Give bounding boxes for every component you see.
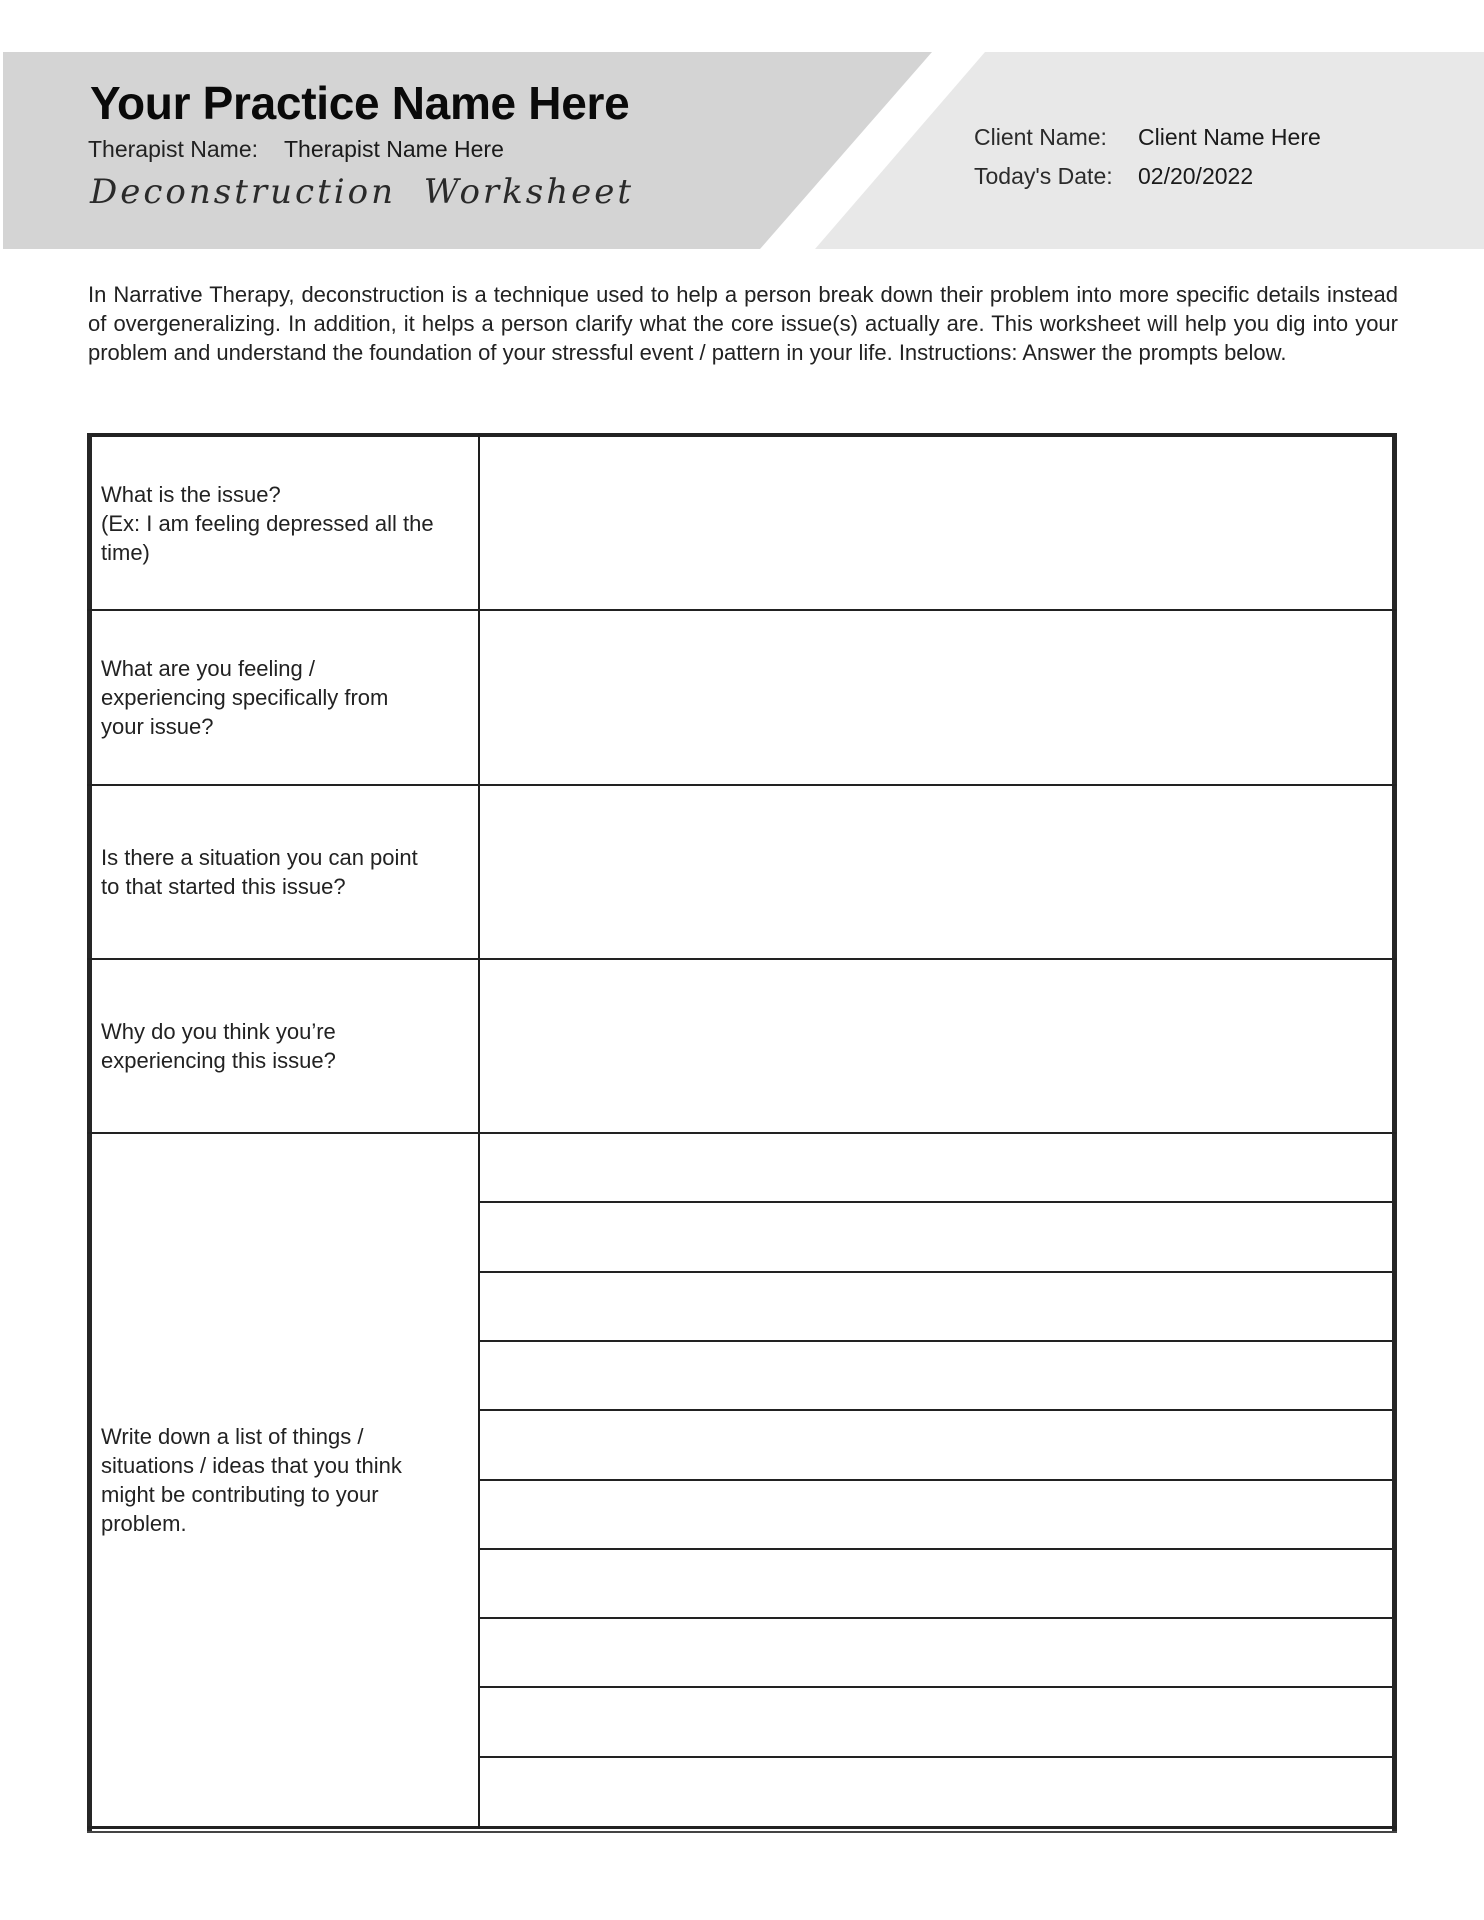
prompt-line: to that started this issue? bbox=[101, 874, 346, 899]
answer-field-4[interactable] bbox=[480, 960, 1392, 1131]
date-label: Today's Date: bbox=[974, 163, 1113, 189]
table-border-bottom bbox=[87, 1826, 1397, 1829]
date-row bbox=[974, 163, 1321, 202]
prompt-line: experiencing specifically from bbox=[101, 685, 389, 710]
practice-name: Your Practice Name Here bbox=[90, 77, 630, 129]
client-info bbox=[974, 124, 1321, 202]
client-name-label: Client Name: bbox=[974, 124, 1107, 150]
prompt-cell-4 bbox=[101, 959, 471, 1133]
prompt-cell-5 bbox=[101, 1133, 471, 1826]
prompt-line: situations / ideas that you think bbox=[101, 1452, 402, 1478]
list-answer-line-10[interactable] bbox=[480, 1758, 1392, 1824]
list-answer-line-3[interactable] bbox=[480, 1273, 1392, 1339]
therapist-line bbox=[88, 136, 504, 163]
list-line-divider bbox=[480, 1340, 1392, 1342]
list-answer-line-1[interactable] bbox=[480, 1134, 1392, 1200]
prompt-line: experiencing this issue? bbox=[101, 1048, 336, 1073]
prompt-text bbox=[101, 1017, 336, 1075]
prompt-text bbox=[101, 1422, 402, 1538]
prompt-cell-1 bbox=[101, 437, 471, 610]
date-value[interactable]: 02/20/2022 bbox=[1138, 163, 1254, 189]
answer-field-1[interactable] bbox=[480, 438, 1392, 608]
prompt-line: problem. bbox=[101, 1510, 187, 1536]
list-line-divider bbox=[480, 1479, 1392, 1481]
worksheet-table bbox=[87, 433, 1397, 1833]
list-line-divider bbox=[480, 1271, 1392, 1273]
list-answer-line-4[interactable] bbox=[480, 1342, 1392, 1408]
prompt-text bbox=[101, 654, 388, 741]
table-border-bottom-double bbox=[87, 1831, 1397, 1833]
therapist-value[interactable]: Therapist Name Here bbox=[284, 136, 504, 162]
prompt-line: What is the issue? bbox=[101, 482, 281, 507]
answer-field-3[interactable] bbox=[480, 786, 1392, 957]
therapist-label: Therapist Name: bbox=[88, 136, 259, 162]
prompt-line: Write down a list of things / bbox=[101, 1423, 364, 1449]
list-answer-line-5[interactable] bbox=[480, 1411, 1392, 1477]
list-line-divider bbox=[480, 1617, 1392, 1619]
list-line-divider bbox=[480, 1409, 1392, 1411]
prompt-text bbox=[101, 480, 434, 567]
worksheet-title: Deconstruction Worksheet bbox=[90, 172, 635, 212]
list-line-divider bbox=[480, 1201, 1392, 1203]
answer-field-2[interactable] bbox=[480, 611, 1392, 783]
list-answer-line-9[interactable] bbox=[480, 1688, 1392, 1754]
prompt-line: Is there a situation you can point bbox=[101, 845, 418, 870]
prompt-line: might be contributing to your bbox=[101, 1481, 379, 1507]
prompt-cell-3 bbox=[101, 785, 471, 959]
prompt-line: What are you feeling / bbox=[101, 656, 316, 681]
prompt-text bbox=[101, 843, 418, 901]
list-line-divider bbox=[480, 1686, 1392, 1688]
prompt-line: Why do you think you’re bbox=[101, 1019, 336, 1044]
client-name-value[interactable]: Client Name Here bbox=[1138, 124, 1321, 150]
intro-paragraph: In Narrative Therapy, deconstruction is a technique used to help a person break down their problem into more specific details instead of overgeneralizing. In addition, it helps a person clarify what the core issue(s) actually are. This worksheet will help you dig into your problem and understand the foundation of your stressful event / pattern in your life. Instructions: Answer the prompts below. bbox=[88, 282, 1398, 365]
prompt-cell-2 bbox=[101, 610, 471, 785]
prompt-line: your issue? bbox=[101, 714, 214, 739]
prompt-line: (Ex: I am feeling depressed all the bbox=[101, 511, 434, 536]
client-name-row bbox=[974, 124, 1321, 163]
list-line-divider bbox=[480, 1548, 1392, 1550]
list-answer-line-6[interactable] bbox=[480, 1481, 1392, 1547]
list-answer-line-8[interactable] bbox=[480, 1619, 1392, 1685]
list-line-divider bbox=[480, 1756, 1392, 1758]
prompt-line: time) bbox=[101, 540, 150, 565]
list-answer-line-2[interactable] bbox=[480, 1203, 1392, 1269]
list-answer-line-7[interactable] bbox=[480, 1550, 1392, 1616]
